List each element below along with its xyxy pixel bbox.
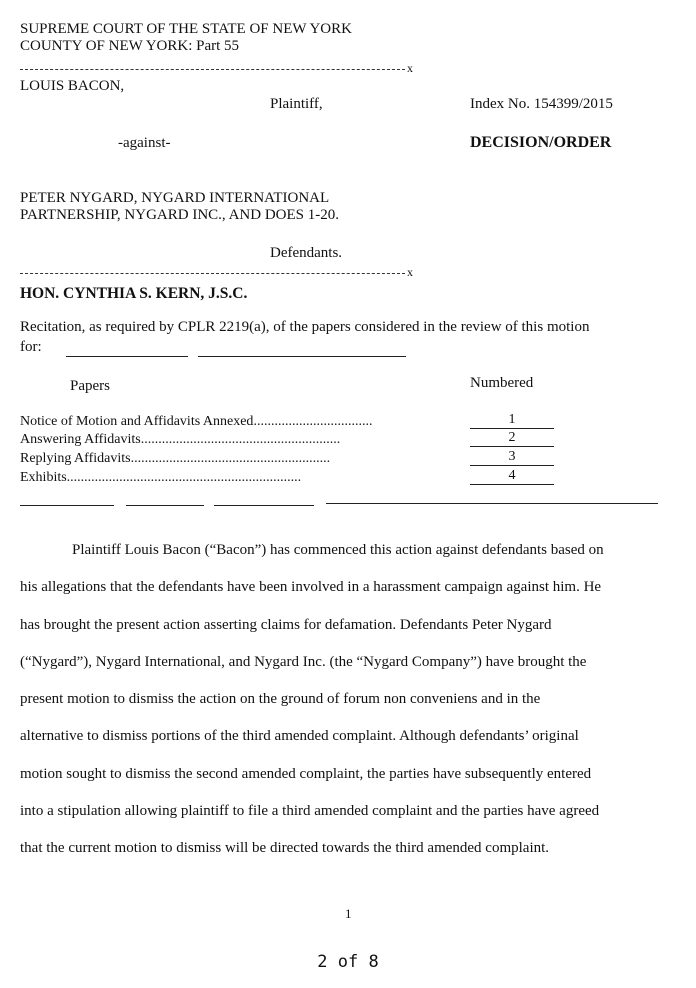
body-line: alternative to dismiss portions of the third amended complaint. Although defendants’ original: [20, 728, 579, 744]
caption-divider-x-2: x: [407, 265, 413, 279]
page-of-indicator: 2 of 8: [317, 952, 379, 972]
defendants-line-1: PETER NYGARD, NYGARD INTERNATIONAL: [20, 190, 330, 206]
paper-item: [20, 414, 372, 430]
court-county: COUNTY OF NEW YORK: Part 55: [20, 38, 240, 54]
body-line: present motion to dismiss the action on the ground of forum non conveniens and in the: [20, 691, 541, 707]
page-number: 1: [345, 906, 352, 921]
paper-item-number: 2: [508, 430, 516, 445]
recitation-line-1: Recitation, as required by CPLR 2219(a), of the papers considered in the review of this motion: [20, 319, 590, 335]
paper-number-underline: [470, 484, 554, 485]
divider-rule: [326, 503, 658, 504]
paper-item: [20, 432, 340, 448]
paper-item-label: Exhibits: [20, 470, 67, 485]
paper-item: [20, 451, 330, 467]
body-line: Plaintiff Louis Bacon (“Bacon”) has commenced this action against defendants based on: [72, 542, 604, 558]
recitation-blank-2: [198, 356, 406, 357]
defendants-line-2: PARTNERSHIP, NYGARD INC., AND DOES 1-20.: [20, 207, 339, 223]
paper-item-number: 4: [508, 468, 516, 483]
paper-number-underline: [470, 446, 554, 447]
paper-item-label: Answering Affidavits: [20, 432, 141, 447]
recitation-blank-1: [66, 356, 188, 357]
defendants-role: Defendants.: [270, 245, 343, 261]
divider-rule: [214, 505, 314, 506]
body-line: into a stipulation allowing plaintiff to file a third amended complaint and the parties have agreed: [20, 803, 600, 819]
body-line: has brought the present action asserting claims for defamation. Defendants Peter Nygard: [20, 617, 552, 633]
caption-divider-bottom: [20, 273, 405, 274]
paper-item-number: 3: [508, 449, 516, 464]
paper-item-label: Notice of Motion and Affidavits Annexed: [20, 414, 254, 429]
body-line: his allegations that the defendants have been involved in a harassment campaign against him. He: [20, 579, 602, 595]
divider-rule: [126, 505, 204, 506]
paper-item-number: 1: [508, 412, 516, 427]
recitation-line-2: for:: [20, 339, 42, 355]
divider-rule: [20, 505, 114, 506]
judge-name: HON. CYNTHIA S. KERN, J.S.C.: [20, 285, 248, 302]
against-label: -against-: [118, 135, 171, 151]
caption-divider-x: x: [407, 61, 413, 75]
paper-number-underline: [470, 428, 554, 429]
index-number: Index No. 154399/2015: [470, 96, 613, 112]
body-line: motion sought to dismiss the second amended complaint, the parties have subsequently entered: [20, 766, 592, 782]
plaintiff-name: LOUIS BACON,: [20, 78, 125, 94]
paper-item-leader: .........................................................: [130, 451, 331, 466]
paper-item: [20, 470, 301, 486]
plaintiff-role: Plaintiff,: [270, 96, 323, 112]
papers-header: Papers: [70, 378, 110, 394]
paper-item-leader: ...................................................................: [66, 470, 302, 485]
court-name: SUPREME COURT OF THE STATE OF NEW YORK: [20, 21, 352, 37]
numbered-header: Numbered: [470, 375, 534, 391]
paper-item-label: Replying Affidavits: [20, 451, 131, 466]
paper-number-underline: [470, 465, 554, 466]
caption-divider-top: [20, 69, 405, 70]
body-line: that the current motion to dismiss will be directed towards the third amended complaint.: [20, 840, 550, 856]
paper-item-leader: .........................................................: [140, 432, 341, 447]
document-type: DECISION/ORDER: [470, 134, 612, 151]
paper-item-leader: ..................................: [253, 414, 373, 429]
body-line: (“Nygard”), Nygard International, and Nygard Inc. (the “Nygard Company”) have brought the: [20, 654, 587, 670]
